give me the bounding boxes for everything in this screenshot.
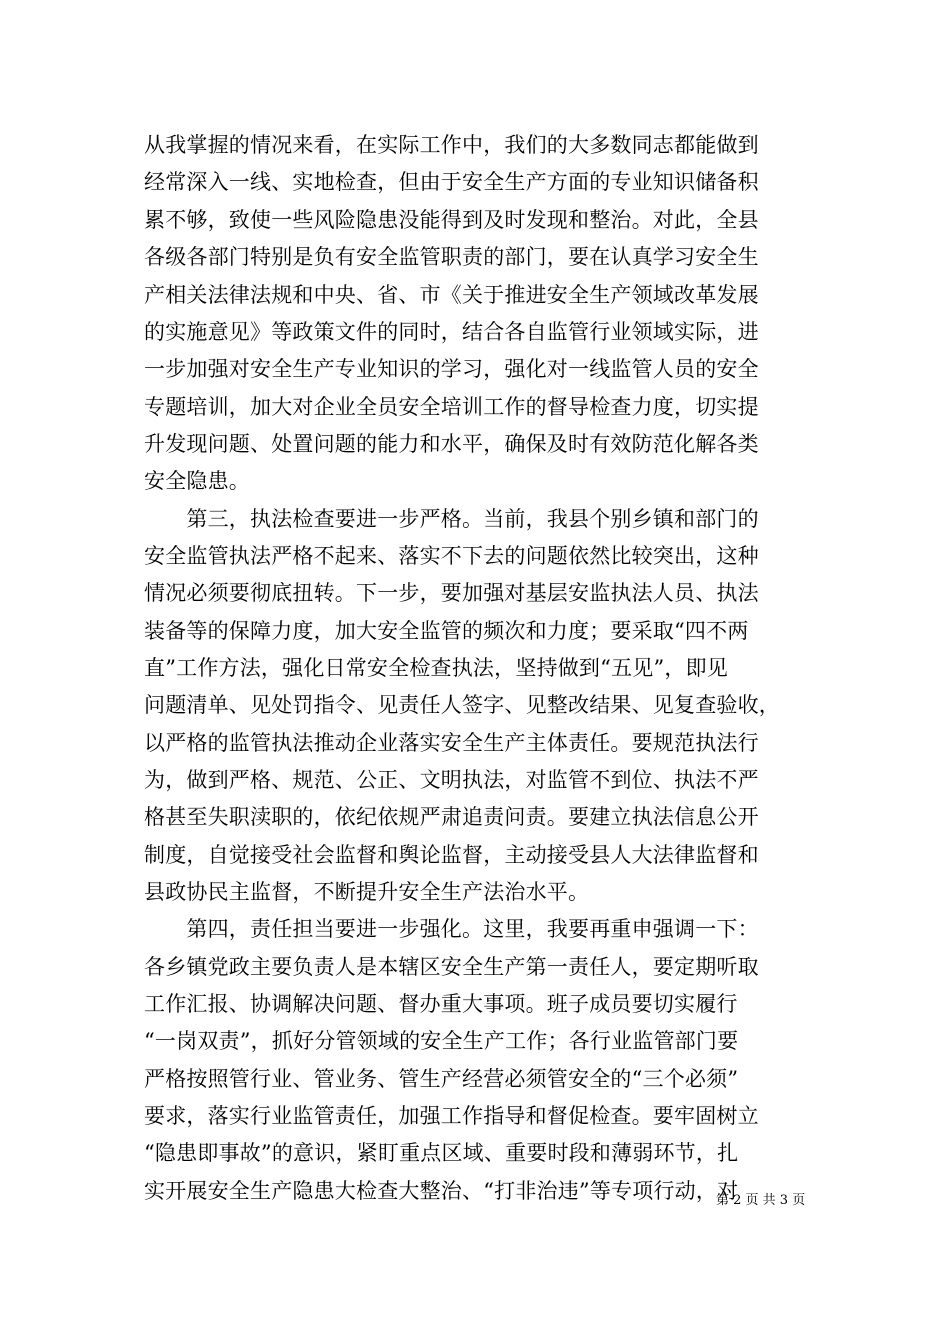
text-line: 情况必须要彻底扭转。下一步，要加强对基层安监执法人员、执法 — [144, 581, 759, 605]
paragraph-start: 第四，责任担当要进一步强化。这里，我要再重申强调一下： — [144, 917, 759, 941]
text-line: 格甚至失职渎职的，依纪依规严肃追责问责。要建立执法信息公开 — [144, 805, 759, 829]
text-line: 一步加强对安全生产专业知识的学习，强化对一线监管人员的安全 — [144, 357, 759, 381]
text-line: 经常深入一线、实地检查，但由于安全生产方面的专业知识储备积 — [144, 170, 759, 194]
text-line: 各级各部门特别是负有安全监管职责的部门，要在认真学习安全生 — [144, 245, 759, 269]
text-line: 直”工作方法，强化日常安全检查执法，坚持做到“五见”，即见 — [144, 656, 729, 680]
text-line: 各乡镇党政主要负责人是本辖区安全生产第一责任人，要定期听取 — [144, 955, 759, 979]
text-line: 严格按照管行业、管业务、管生产经营必须管安全的“三个必须” — [144, 1067, 739, 1091]
paragraph-start: 第三，执法检查要进一步严格。当前，我县个别乡镇和部门的 — [144, 507, 759, 531]
text-line: 产相关法律法规和中央、省、市《关于推进安全生产领域改革发展 — [144, 283, 759, 307]
text-line: 装备等的保障力度，加大安全监管的频次和力度；要采取“四不两 — [144, 619, 749, 643]
text-line: 专题培训，加大对企业全员安全培训工作的督导检查力度，切实提 — [144, 395, 759, 419]
text-line: 县政协民主监督，不断提升安全生产法治水平。 — [144, 880, 590, 904]
text-line: 安全监管执法严格不起来、落实不下去的问题依然比较突出，这种 — [144, 544, 759, 568]
text-line: 升发现问题、处置问题的能力和水平，确保及时有效防范化解各类 — [144, 432, 759, 456]
text-line: 以严格的监管执法推动企业落实安全生产主体责任。要规范执法行 — [144, 731, 759, 755]
text-line: 的实施意见》等政策文件的同时，结合各自监管行业领域实际，进 — [144, 320, 759, 344]
text-line: “隐患即事故”的意识，紧盯重点区域、重要时段和薄弱环节，扎 — [144, 1141, 739, 1165]
text-line: 问题清单、见处罚指令、见责任人签字、见整改结果、见复查验收， — [144, 693, 780, 717]
text-line: “一岗双责”，抓好分管领域的安全生产工作；各行业监管部门要 — [144, 1029, 739, 1053]
text-line: 制度，自觉接受社会监督和舆论监督，主动接受县人大法律监督和 — [144, 843, 759, 867]
text-line: 实开展安全生产隐患大检查大整治、“打非治违”等专项行动，对 — [144, 1179, 739, 1203]
text-line: 为，做到严格、规范、公正、文明执法，对监管不到位、执法不严 — [144, 768, 759, 792]
text-line: 从我掌握的情况来看，在实际工作中，我们的大多数同志都能做到 — [144, 133, 759, 157]
text-line: 要求，落实行业监管责任，加强工作指导和督促检查。要牢固树立 — [144, 1104, 759, 1128]
text-line: 累不够，致使一些风险隐患没能得到及时发现和整治。对此，全县 — [144, 208, 759, 232]
page-footer: 第 2 页 共 3 页 — [716, 1193, 806, 1208]
text-line: 工作汇报、协调解决问题、督办重大事项。班子成员要切实履行 — [144, 992, 738, 1016]
text-line: 安全隐患。 — [144, 469, 250, 493]
